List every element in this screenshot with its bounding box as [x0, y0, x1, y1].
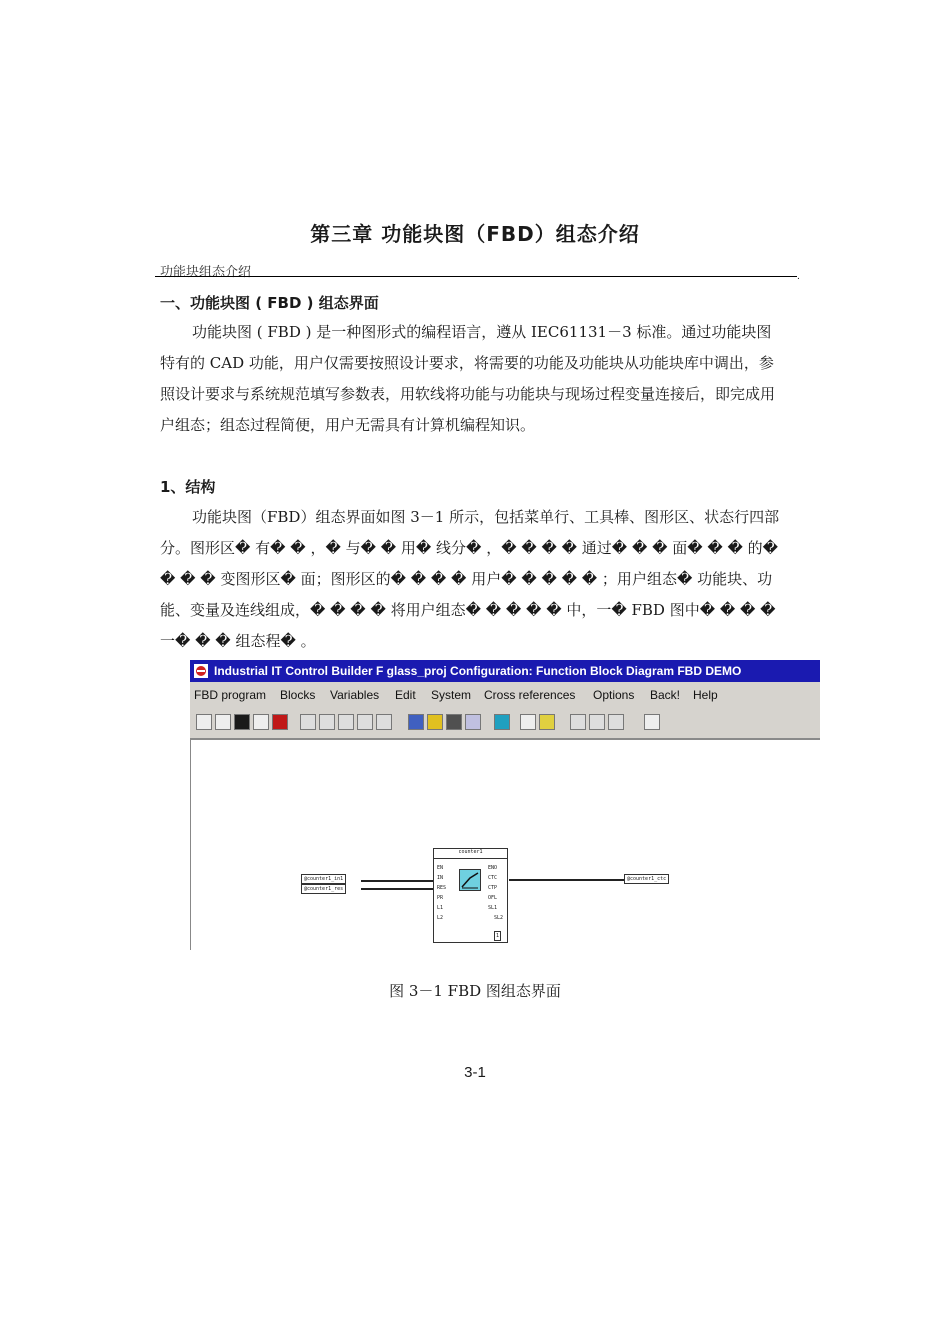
menu-options[interactable]: Options — [593, 688, 635, 702]
pin-ofl: OFL — [488, 895, 498, 901]
output-var-ctc[interactable]: @counter1_ctc — [624, 874, 669, 884]
tool-library-icon[interactable] — [446, 714, 462, 730]
tool-zoom-out-icon[interactable] — [589, 714, 605, 730]
tool-blocks-icon[interactable] — [427, 714, 443, 730]
tool-save-icon[interactable] — [234, 714, 250, 730]
tool-copy-icon[interactable] — [338, 714, 354, 730]
tool-print-icon[interactable] — [253, 714, 269, 730]
pin-eno: ENO — [488, 865, 498, 871]
tool-delete-icon[interactable] — [376, 714, 392, 730]
menu-variables[interactable]: Variables — [330, 688, 380, 702]
pin-in: IN — [437, 875, 444, 881]
tool-variables-icon[interactable] — [408, 714, 424, 730]
tool-undo-icon[interactable] — [300, 714, 316, 730]
window-titlebar — [190, 660, 820, 682]
wire-res — [361, 888, 434, 890]
menu-back[interactable]: Back! — [650, 688, 681, 702]
section-1-text: 功能块图 ( FBD ) 是一种图形式的编程语言，遵从 IEC61131－3 标准。通过功能块图特有的 CAD 功能，用户仅需要按照设计要求，将需要的功能及功能块从功能块库中调出，参照设计要求与系统规范填写参数表，用软线将功能与功能块与现场过程变量连接后，即完成用户组态；组态过程简便，用户无需具有计算机编程知识。 — [160, 323, 776, 434]
section-2-text: 功能块图（FBD）组态界面如图 3－1 所示，包括菜单行、工具棒、图形区、状态行四部分。图形区� 有� � ，� 与� � 用� 线分� ，� � � � 通过� � � 面� � � 的� � � � 变图形区� 面；图形区的� � � � 用户� � � � � ；用户组态� 功能块、功能、变量及连线组成，� � � � 将用户组态� � � � � 中，一� FBD 图中� � � � 一� � � 组态程� 。 — [160, 508, 780, 650]
input-var-in1[interactable]: @counter1_in1 — [301, 874, 346, 884]
tool-paste-icon[interactable] — [357, 714, 373, 730]
tool-back-icon[interactable] — [494, 714, 510, 730]
toolbar — [190, 708, 820, 740]
wire-ctc — [509, 879, 624, 881]
wire-in1 — [361, 880, 434, 882]
tool-help-icon[interactable] — [539, 714, 555, 730]
pin-sl1: SL1 — [488, 905, 498, 911]
pin-sl2: SL2 — [494, 915, 504, 921]
menu-fbd-program[interactable]: FBD program — [194, 688, 267, 702]
header-dot: . — [797, 272, 800, 282]
menu-help[interactable]: Help — [693, 688, 718, 702]
pin-l2: L2 — [437, 915, 444, 921]
section-heading-2: 1、结构 — [160, 478, 216, 496]
pin-pr: PR — [437, 895, 444, 901]
tool-open-icon[interactable] — [215, 714, 231, 730]
menu-edit[interactable]: Edit — [395, 688, 416, 702]
tool-zoom-in-icon[interactable] — [570, 714, 586, 730]
page-number: 3-1 — [464, 1064, 486, 1081]
figure-caption: 图 3－1 FBD 图组态界面 — [389, 982, 561, 1000]
pin-res: RES — [437, 885, 447, 891]
app-icon — [193, 663, 209, 679]
pin-en: EN — [437, 865, 444, 871]
chapter-title: 第三章 功能块图（FBD）组态介绍 — [310, 222, 640, 246]
pin-ctc: CTC — [488, 875, 498, 881]
tool-table-icon[interactable] — [465, 714, 481, 730]
section-2-paragraph — [160, 502, 780, 657]
fbd-screenshot — [190, 660, 820, 950]
section-heading-1: 一、功能块图 ( FBD ) 组态界面 — [160, 294, 379, 312]
pin-ctp: CTP — [488, 885, 498, 891]
block-name: counter1 — [434, 849, 507, 859]
counter-block[interactable] — [433, 848, 508, 943]
pin-l1: L1 — [437, 905, 444, 911]
menu-blocks[interactable]: Blocks — [280, 688, 316, 702]
header-rule — [155, 276, 797, 277]
tool-new-icon[interactable] — [196, 714, 212, 730]
running-header: 功能块组态介绍 — [160, 265, 252, 280]
menu-bar — [190, 682, 820, 708]
input-var-res[interactable]: @counter1_res — [301, 884, 346, 894]
tool-function-icon[interactable] — [644, 714, 660, 730]
tool-cut-icon[interactable] — [319, 714, 335, 730]
window-title: Industrial IT Control Builder F glass_proj Configuration: Function Block Diagram FBD DEMO — [214, 664, 742, 678]
tool-fit-icon[interactable] — [608, 714, 624, 730]
menu-cross-references[interactable]: Cross references — [484, 688, 576, 702]
counter-function-icon — [459, 869, 481, 891]
tool-print2-icon[interactable] — [520, 714, 536, 730]
section-1-paragraph — [160, 317, 780, 441]
block-value: 1 — [496, 933, 500, 939]
tool-stop-icon[interactable] — [272, 714, 288, 730]
menu-system[interactable]: System — [431, 688, 472, 702]
